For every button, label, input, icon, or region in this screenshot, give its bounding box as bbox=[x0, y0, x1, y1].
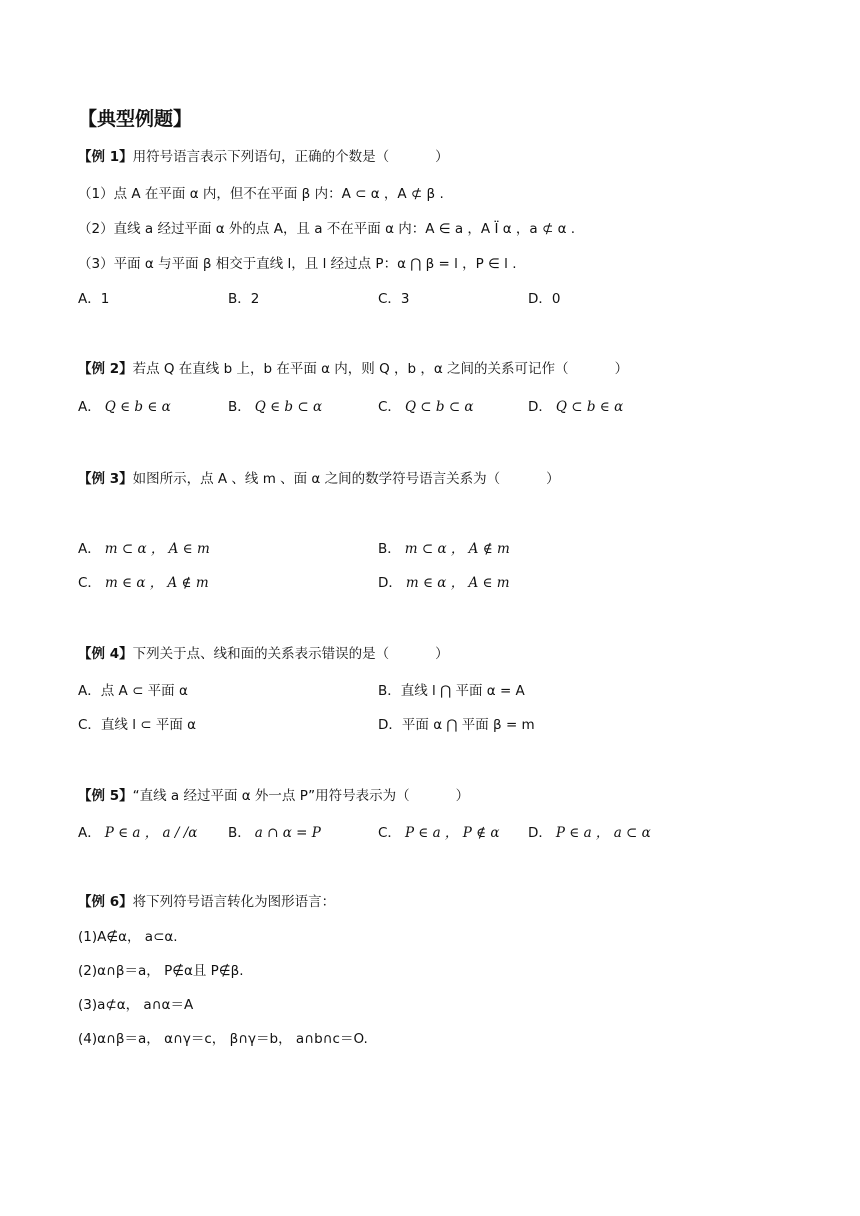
option-letter: B． bbox=[378, 683, 401, 699]
option-expr: Q ∈ b ⊂ α bbox=[254, 399, 323, 415]
option-letter: B． bbox=[228, 399, 251, 415]
option-letter: C． bbox=[378, 825, 401, 841]
option-expr: P ∈ a ， a / /α bbox=[104, 825, 198, 841]
option-expr: P ∈ a ， a ⊂ α bbox=[555, 825, 651, 841]
q6-item-3: (3)a⊄α， a∩α＝A bbox=[78, 997, 194, 1013]
option-expr: P ∈ a ， P ∉ α bbox=[404, 825, 500, 841]
q1-item-3: （3）平面 α 与平面 β 相交于直线 l，且 l 经过点 P：α ⋂ β = l ，P ∈ l . bbox=[78, 256, 517, 272]
option-expr: 点 A ⊂ 平面 α bbox=[100, 683, 188, 699]
q4-option-c[interactable] bbox=[78, 716, 196, 734]
q3-stem bbox=[78, 470, 560, 488]
q4-option-b[interactable] bbox=[378, 682, 525, 700]
q6-item-4: (4)α∩β＝a， α∩γ＝c， β∩γ＝b， a∩b∩c＝O. bbox=[78, 1031, 368, 1047]
option-expr: m ⊂ α ， A ∈ m bbox=[104, 541, 210, 557]
q1-option-d[interactable]: D．0 bbox=[528, 291, 561, 307]
q6-tag: 【例 6】 bbox=[78, 894, 133, 910]
q3-option-a[interactable] bbox=[78, 540, 210, 558]
q2-close-paren: ） bbox=[614, 361, 629, 377]
q4-tag: 【例 4】 bbox=[78, 646, 133, 662]
q4-option-d[interactable] bbox=[378, 716, 535, 734]
q2-stem-text: 若点 Q 在直线 b 上，b 在平面 α 内，则 Q ，b ，α 之间的关系可记作（ bbox=[132, 361, 569, 377]
option-expr: a ∩ α = P bbox=[254, 825, 321, 841]
option-expr: m ∈ α ， A ∈ m bbox=[405, 575, 510, 591]
q2-tag: 【例 2】 bbox=[78, 361, 133, 377]
option-letter: D． bbox=[378, 575, 402, 591]
q3-option-b[interactable] bbox=[378, 540, 510, 558]
option-letter: A． bbox=[78, 541, 101, 557]
option-letter: D． bbox=[378, 717, 402, 733]
option-letter: A． bbox=[78, 399, 101, 415]
q3-option-d[interactable] bbox=[378, 574, 510, 592]
q4-stem bbox=[78, 645, 449, 663]
q5-stem-text: “直线 a 经过平面 α 外一点 P”用符号表示为（ bbox=[132, 788, 410, 804]
q2-stem bbox=[78, 360, 628, 378]
option-letter: B． bbox=[228, 825, 251, 841]
option-expr: Q ⊂ b ∈ α bbox=[555, 399, 624, 415]
q5-stem bbox=[78, 787, 469, 805]
q2-option-c[interactable] bbox=[378, 398, 474, 416]
section-title: 【典型例题】 bbox=[78, 108, 193, 130]
q5-option-d[interactable] bbox=[528, 824, 651, 842]
q2-option-d[interactable] bbox=[528, 398, 623, 416]
q1-stem-text: 用符号语言表示下列语句，正确的个数是（ bbox=[132, 149, 390, 165]
option-expr: Q ⊂ b ⊂ α bbox=[404, 399, 474, 415]
q4-option-a[interactable] bbox=[78, 682, 188, 700]
q6-item-2: (2)α∩β＝a， P∉α且 P∉β. bbox=[78, 963, 244, 979]
q5-option-a[interactable] bbox=[78, 824, 197, 842]
q1-tag: 【例 1】 bbox=[78, 149, 133, 165]
q2-option-b[interactable] bbox=[228, 398, 322, 416]
option-letter: B． bbox=[378, 541, 401, 557]
q3-tag: 【例 3】 bbox=[78, 471, 133, 487]
q1-item-1: （1）点 A 在平面 α 内，但不在平面 β 内：A ⊂ α ，A ⊄ β . bbox=[78, 186, 444, 202]
q5-close-paren: ） bbox=[455, 788, 470, 804]
option-expr: m ⊂ α ， A ∉ m bbox=[404, 541, 510, 557]
option-expr: 直线 l ⊂ 平面 α bbox=[100, 717, 197, 733]
q6-stem bbox=[78, 893, 335, 911]
q1-option-a[interactable]: A．1 bbox=[78, 291, 110, 307]
option-letter: D． bbox=[528, 399, 552, 415]
q1-option-b[interactable]: B．2 bbox=[228, 291, 260, 307]
q1-item-2: （2）直线 a 经过平面 α 外的点 A，且 a 不在平面 α 内：A ∈ a ，A Ï α ，a ⊄ α . bbox=[78, 221, 576, 237]
q3-option-c[interactable] bbox=[78, 574, 209, 592]
q6-stem-text: 将下列符号语言转化为图形语言： bbox=[132, 894, 336, 910]
option-letter: A． bbox=[78, 825, 101, 841]
q6-item-1: (1)A∉α， a⊂α. bbox=[78, 929, 178, 945]
q1-close-paren: ） bbox=[435, 149, 449, 165]
option-letter: A． bbox=[78, 683, 101, 699]
option-expr: m ∈ α ， A ∉ m bbox=[104, 575, 209, 591]
option-letter: D． bbox=[528, 825, 552, 841]
option-letter: C． bbox=[378, 399, 401, 415]
q1-option-c[interactable]: C．3 bbox=[378, 291, 410, 307]
q3-close-paren: ） bbox=[546, 471, 560, 487]
q5-tag: 【例 5】 bbox=[78, 788, 133, 804]
q5-option-c[interactable] bbox=[378, 824, 500, 842]
option-letter: C． bbox=[78, 717, 101, 733]
q4-stem-text: 下列关于点、线和面的关系表示错误的是（ bbox=[132, 646, 390, 662]
option-expr: 平面 α ⋂ 平面 β = m bbox=[401, 717, 535, 733]
q3-stem-text: 如图所示，点 A 、线 m 、面 α 之间的数学符号语言关系为（ bbox=[132, 471, 501, 487]
q4-close-paren: ） bbox=[435, 646, 449, 662]
option-expr: 直线 l ⋂ 平面 α = A bbox=[400, 683, 525, 699]
option-letter: C． bbox=[78, 575, 101, 591]
option-expr: Q ∈ b ∈ α bbox=[104, 399, 171, 415]
q2-option-a[interactable] bbox=[78, 398, 171, 416]
q5-option-b[interactable] bbox=[228, 824, 321, 842]
q1-stem bbox=[78, 148, 449, 166]
